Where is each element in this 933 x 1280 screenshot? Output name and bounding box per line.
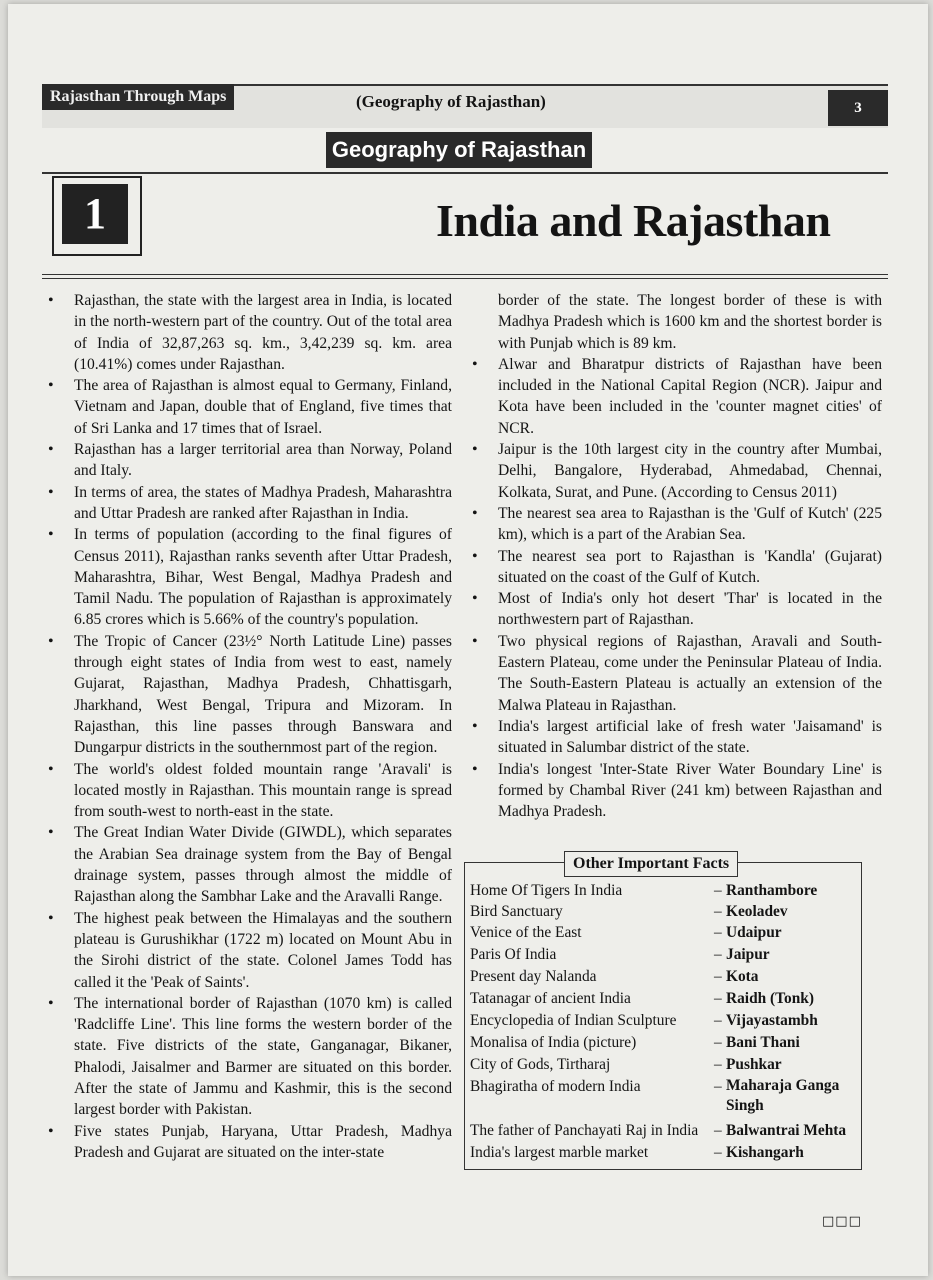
fact-value: Balwantrai Mehta <box>726 1122 847 1139</box>
right-column <box>472 290 882 822</box>
list-item-text: The nearest sea area to Rajasthan is the 'Gulf of Kutch' (225 km), which is a part of the Arabian Sea. <box>498 504 882 544</box>
list-item <box>48 822 452 907</box>
chapter-number-box <box>52 176 142 256</box>
list-item <box>48 375 452 439</box>
bullet-icon: • <box>48 909 54 927</box>
list-item-text: Alwar and Bharatpur districts of Rajasthan have been included in the National Capital Region (NCR). Jaipur and Kota have been included in the 'counter magnet cities' of NCR. <box>498 355 882 437</box>
list-item <box>48 524 452 630</box>
list-item-text: Five states Punjab, Haryana, Uttar Pradesh, Madhya Pradesh and Gujarat are situated on the inter-state <box>74 1122 452 1161</box>
list-item <box>48 1121 452 1164</box>
bullet-icon: • <box>472 355 478 373</box>
list-item-text: In terms of area, the states of Madhya Pradesh, Maharashtra and Uttar Pradesh are ranked after Rajasthan in India. <box>74 483 452 522</box>
list-item-text: The Great Indian Water Divide (GIWDL), which separates the Arabian Sea drainage system from the Bay of Bengal drainage system, passes through almost the middle of Rajasthan along the Sambhar Lake and the Aravalli Range. <box>74 824 452 906</box>
list-item <box>472 439 882 503</box>
fact-label: Monalisa of India (picture) <box>470 1034 637 1051</box>
bullet-icon: • <box>472 632 478 650</box>
fact-dash: – <box>714 968 722 985</box>
list-item-text: The highest peak between the Himalayas and the southern plateau is Gurushikhar (1722 m) located on Mount Abu in the Sirohi district of the state. Colonel James Todd has called it the 'Peak of Saints'. <box>74 909 452 991</box>
book-page <box>8 4 928 1276</box>
list-item-text: The Tropic of Cancer (23½° North Latitude Line) passes through eight states of India from west to east, namely Gujarat, Rajasthan, Madhya Pradesh, Chhattisgarh, Jharkhand, West Bengal, Tripura and Mizoram. In Rajasthan, this line passes through Banswara and Dungarpur districts in the southernmost part of the region. <box>74 632 452 757</box>
divider <box>42 274 888 279</box>
bullet-icon: • <box>472 504 478 522</box>
fact-dash: – <box>714 903 722 920</box>
list-item-text: Jaipur is the 10th largest city in the country after Mumbai, Delhi, Bangalore, Hyderabad, Ahmedabad, Chennai, Kolkata, Surat, and Pune. (According to Census 2011) <box>498 441 882 501</box>
end-of-section-mark: □□□ <box>822 1214 862 1229</box>
list-item-text: Rajasthan, the state with the largest area in India, is located in the north-western part of the country. Out of the total area of India of 32,87,263 sq. km., 3,42,239 sq. km. area (10.41%) comes under Rajasthan. <box>74 292 452 373</box>
chapter-number: 1 <box>62 184 128 244</box>
list-item-text: Rajasthan has a larger territorial area than Norway, Poland and Italy. <box>74 441 452 480</box>
fact-dash: – <box>714 1144 722 1161</box>
fact-row <box>470 922 860 943</box>
fact-label: Venice of the East <box>470 924 582 941</box>
list-item <box>472 759 882 823</box>
fact-row <box>470 1142 860 1163</box>
fact-row <box>470 988 860 1009</box>
running-head: (Geography of Rajasthan) <box>356 92 546 111</box>
list-item <box>472 588 882 631</box>
list-item-text: In terms of population (according to the final figures of Census 2011), Rajasthan ranks seventh after Uttar Pradesh, Maharashtra, Bihar, West Bengal, Madhya Pradesh and Tamil Nadu. The population of Rajasthan is approximately 6.85 crores which is 5.66% of the country's population. <box>74 526 452 629</box>
fact-row <box>470 880 860 901</box>
list-item <box>472 546 882 589</box>
fact-row <box>470 1076 860 1118</box>
list-item <box>48 482 452 525</box>
bullet-icon: • <box>472 547 478 565</box>
list-item-text: India's largest artificial lake of fresh water 'Jaisamand' is situated in Salumbar district of the state. <box>498 717 882 757</box>
bullet-icon: • <box>48 760 54 778</box>
list-item-text: The international border of Rajasthan (1070 km) is called 'Radcliffe Line'. This line forms the western border of the state. Five districts of the state, Ganganagar, Bikaner, Phalodi, Jaisalmer and Barmer are situated on this border. After the state of Jammu and Kashmir, this is the second largest border with Pakistan. <box>74 994 452 1119</box>
fact-label: City of Gods, Tirtharaj <box>470 1056 611 1073</box>
fact-label: Home Of Tigers In India <box>470 882 623 899</box>
bullet-icon: • <box>472 760 478 778</box>
bullet-icon: • <box>48 377 54 395</box>
fact-row <box>470 1054 860 1075</box>
fact-dash: – <box>714 1034 722 1051</box>
fact-dash: – <box>714 1012 722 1029</box>
bullet-icon: • <box>48 824 54 842</box>
list-item-text: India's longest 'Inter-State River Water Boundary Line' is formed by Chambal River (241 km) between Rajasthan and Madhya Pradesh. <box>498 760 882 821</box>
list-item <box>472 503 882 546</box>
fact-value: Kota <box>726 968 759 985</box>
fact-value: Pushkar <box>726 1056 782 1073</box>
list-item <box>472 354 882 439</box>
list-item <box>48 759 452 823</box>
fact-dash: – <box>714 924 722 941</box>
fact-row <box>470 1120 860 1141</box>
bullet-icon: • <box>48 994 54 1012</box>
fact-value: Vijayastambh <box>726 1012 818 1029</box>
fact-row <box>470 944 860 965</box>
page-number: 3 <box>828 90 888 126</box>
fact-dash: – <box>714 1056 722 1073</box>
list-item <box>472 716 882 759</box>
fact-value: Jaipur <box>726 946 770 963</box>
fact-dash: – <box>714 946 722 963</box>
bullet-icon: • <box>48 292 54 309</box>
fact-value: Kishangarh <box>726 1144 804 1161</box>
bullet-icon: • <box>48 632 54 650</box>
list-item-text: Most of India's only hot desert 'Thar' is located in the northwestern part of Rajasthan. <box>498 590 882 629</box>
list-item <box>48 993 452 1121</box>
list-item-text: The nearest sea port to Rajasthan is 'Kandla' (Gujarat) situated on the coast of the Gulf of Kutch. <box>498 547 882 586</box>
list-item <box>472 631 882 716</box>
divider <box>42 172 888 174</box>
bullet-icon: • <box>48 441 54 459</box>
fact-row <box>470 1032 860 1053</box>
list-item <box>48 290 452 375</box>
fact-dash: – <box>714 1122 722 1139</box>
fact-label: Bhagiratha of modern India <box>470 1078 641 1095</box>
fact-row <box>470 901 860 922</box>
list-item <box>48 439 452 482</box>
facts-title: Other Important Facts <box>564 851 738 877</box>
list-item <box>48 631 452 759</box>
fact-label: Tatanagar of ancient India <box>470 990 631 1007</box>
list-item-text: The area of Rajasthan is almost equal to Germany, Finland, Vietnam and Japan, double that of England, five times that of Sri Lanka and 17 times that of Israel. <box>74 377 452 437</box>
bullet-icon: • <box>472 717 478 735</box>
fact-label: The father of Panchayati Raj in India <box>470 1122 699 1139</box>
bullet-icon: • <box>48 526 54 544</box>
list-item-text: The world's oldest folded mountain range 'Aravali' is located mostly in Rajasthan. This mountain range is spread from south-west to north-east in the state. <box>74 760 452 821</box>
fact-label: India's largest marble market <box>470 1144 649 1161</box>
fact-value: Ranthambore <box>726 882 818 899</box>
fact-label: Encyclopedia of Indian Sculpture <box>470 1012 677 1029</box>
fact-value: Keoladev <box>726 903 788 920</box>
chapter-title: India and Rajasthan <box>436 195 831 246</box>
bullet-icon: • <box>472 441 478 459</box>
fact-row <box>470 966 860 987</box>
bullet-icon: • <box>48 1122 54 1140</box>
list-item-text: Two physical regions of Rajasthan, Aravali and South-Eastern Plateau, come under the Peninsular Plateau of India. The South-Eastern Plateau is actually an extension of the Malwa Plateau in Rajasthan. <box>498 632 882 714</box>
fact-label: Paris Of India <box>470 946 557 963</box>
fact-value: Maharaja Ganga Singh <box>726 1077 840 1114</box>
fact-label: Bird Sanctuary <box>470 903 563 920</box>
list-item <box>48 908 452 993</box>
bullet-icon: • <box>48 483 54 501</box>
fact-dash: – <box>714 990 722 1007</box>
section-label: Geography of Rajasthan <box>326 132 592 168</box>
fact-dash: – <box>714 1078 722 1095</box>
fact-value: Bani Thani <box>726 1034 800 1051</box>
left-column <box>48 290 452 1163</box>
bullet-icon: • <box>472 590 478 608</box>
fact-dash: – <box>714 882 722 899</box>
fact-label: Present day Nalanda <box>470 968 597 985</box>
fact-value: Udaipur <box>726 924 782 941</box>
book-title: Rajasthan Through Maps <box>42 84 234 110</box>
fact-row <box>470 1010 860 1031</box>
continued-text: border of the state. The longest border of these is with Madhya Pradesh which is 1600 km and the shortest border is with Punjab which is 89 km. <box>498 292 882 352</box>
fact-value: Raidh (Tonk) <box>726 990 814 1007</box>
